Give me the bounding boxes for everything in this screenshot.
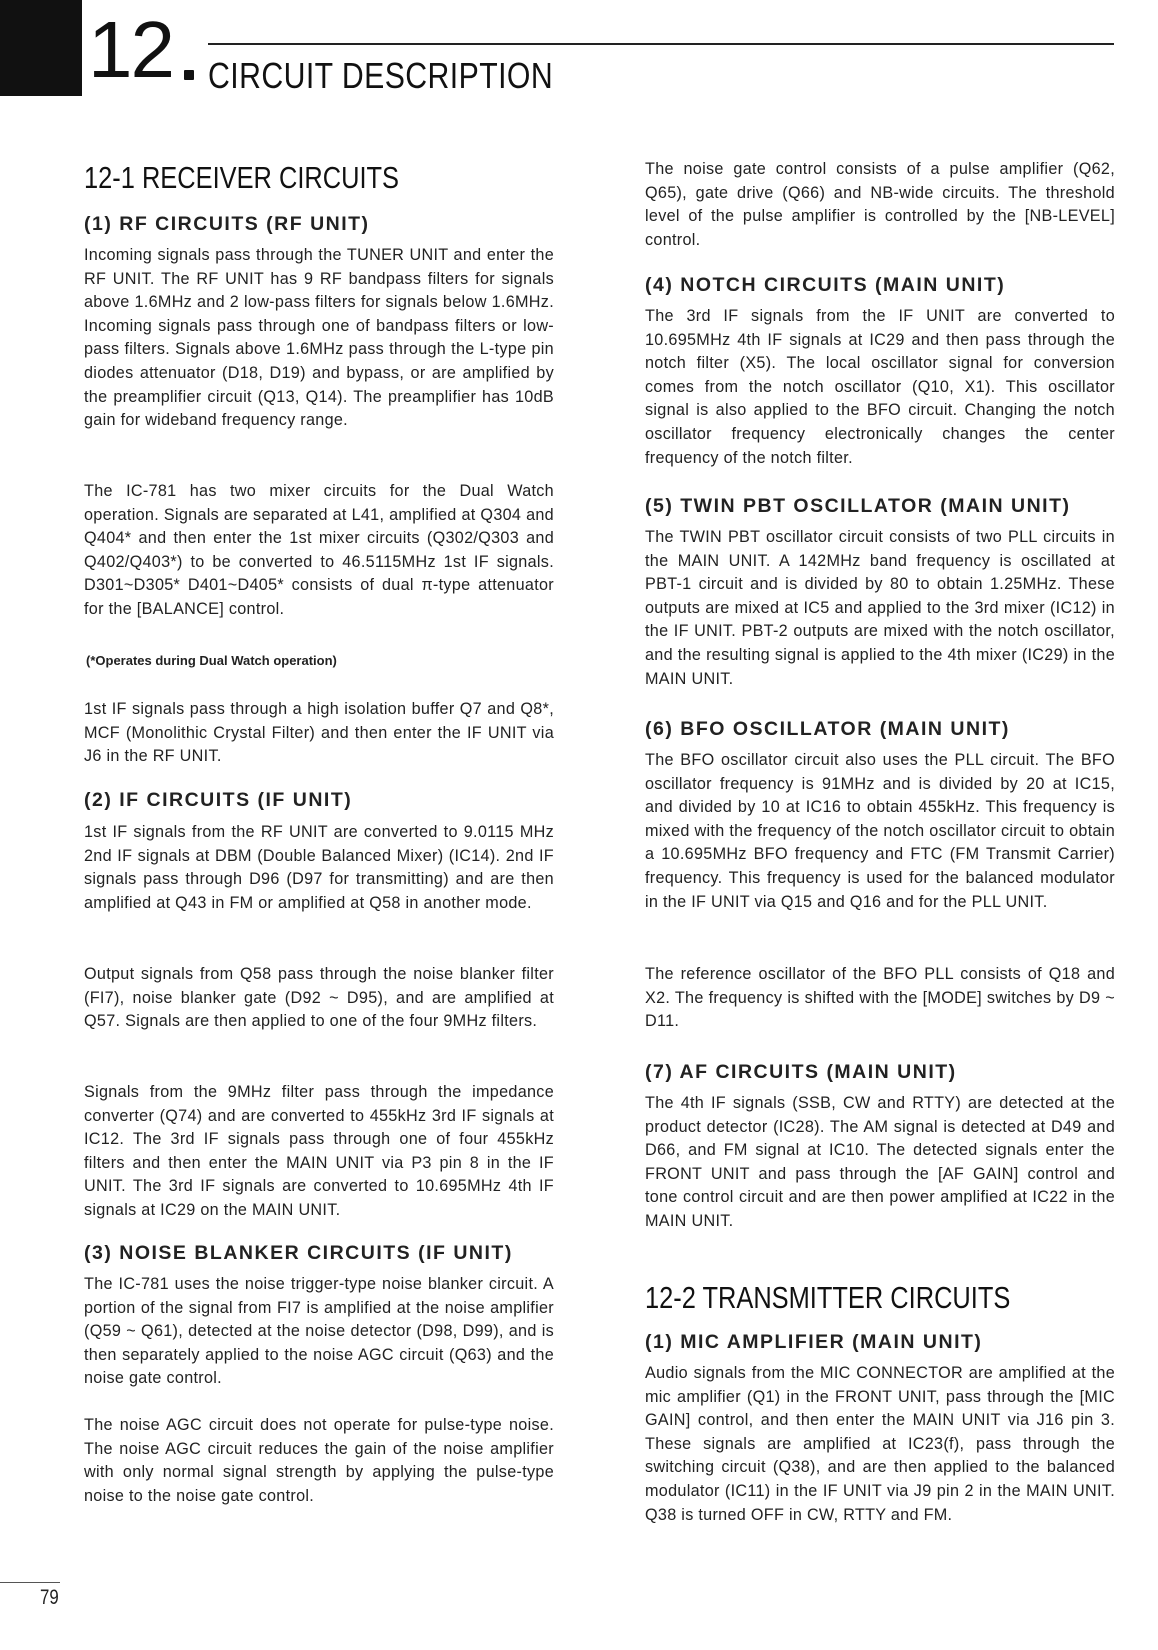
- paragraph-rf-3: 1st IF signals pass through a high isolation buffer Q7 and Q8*, MCF (Monolithic Crystal Filter) and then enter the IF UNIT via J6 in the RF UNIT.: [84, 700, 554, 766]
- paragraph-nb-2: The noise AGC circuit does not operate for pulse-type noise. The noise AGC circuit reduces the gain of the noise amplifier with only normal signal strength by applying the pulse-type noise to the noise gate control.: [84, 1416, 554, 1505]
- chapter-dot: [184, 70, 194, 80]
- paragraph-bfo-2: The reference oscillator of the BFO PLL consists of Q18 and X2. The frequency is shifted with the [MODE] switches by D9 ~ D11.: [645, 965, 1115, 1031]
- chapter-marker-bar: [0, 0, 82, 96]
- heading-twin-pbt: (5) TWIN PBT OSCILLATOR (MAIN UNIT): [645, 495, 1071, 517]
- paragraph-af-1: The 4th IF signals (SSB, CW and RTTY) are detected at the product detector (IC28). The AM signal is detected at D49 and D66, and FM signal at IC10. The detected signals enter the FRONT UNIT and pass through the [AF GAIN] control and tone control circuit and are then power amplified at IC22 in the MAIN UNIT.: [645, 1094, 1115, 1230]
- paragraph-pbt-1: The TWIN PBT oscillator circuit consists of two PLL circuits in the MAIN UNIT. A 142MHz band frequency is oscillated at PBT-1 circuit and is divided by 80 to obtain 1.25MHz. These outputs are mixed at IC5 and applied to the 3rd mixer (IC12) in the IF UNIT. PBT-2 outputs are mixed with the notch oscillator, and the resulting signal is applied to the 4th mixer (IC29) in the MAIN UNIT.: [645, 528, 1115, 688]
- paragraph-bfo-1: The BFO oscillator circuit also uses the PLL circuit. The BFO oscillator frequency is 91MHz and is divided by 20 at IC15, and divided by 10 at IC16 to obtain 455kHz. This frequency is mixed with the frequency of the notch oscillator circuit to obtain a 10.695MHz BFO frequency and FTC (FM Transmit Carrier) frequency. This frequency is used for the balanced modulator in the IF UNIT via Q15 and Q16 and for the PLL UNIT.: [645, 751, 1115, 911]
- heading-notch-circuits: (4) NOTCH CIRCUITS (MAIN UNIT): [645, 274, 1006, 296]
- dual-watch-note: (*Operates during Dual Watch operation): [86, 653, 337, 668]
- chapter-number: 12: [88, 5, 173, 94]
- heading-mic-amplifier: (1) MIC AMPLIFIER (MAIN UNIT): [645, 1331, 983, 1353]
- page-number: 79: [40, 1586, 59, 1609]
- page-number-rule: [0, 1582, 60, 1583]
- heading-bfo-oscillator: (6) BFO OSCILLATOR (MAIN UNIT): [645, 718, 1010, 740]
- section-title-receiver: 12-1 RECEIVER CIRCUITS: [84, 160, 399, 195]
- paragraph-nb-continued: The noise gate control consists of a pulse amplifier (Q62, Q65), gate drive (Q66) and NB-wide circuits. The threshold level of the pulse amplifier is controlled by the [NB-LEVEL] control.: [645, 160, 1115, 249]
- paragraph-rf-2: The IC-781 has two mixer circuits for the Dual Watch operation. Signals are separated at L41, amplified at Q304 and Q404* and then enter the 1st mixer circuits (Q302/Q303 and Q402/Q403*) to be converted to 46.5115MHz 1st IF signals. D301~D305* D401~D405* consists of dual π-type attenuator for the [BALANCE] control.: [84, 482, 554, 618]
- chapter-rule: [208, 43, 1114, 45]
- paragraph-rf-1: Incoming signals pass through the TUNER UNIT and enter the RF UNIT. The RF UNIT has 9 RF bandpass filters for signals above 1.6MHz and 2 low-pass filters for signals below 1.6MHz. Incoming signals pass through one of bandpass filters or low-pass filters. Signals above 1.6MHz pass through the L-type pin diodes attenuator (D18, D19) and bypass, or are amplified by the preamplifier circuit (Q13, Q14). The preamplifier has 10dB gain for wideband frequency range.: [84, 246, 554, 430]
- chapter-title: CIRCUIT DESCRIPTION: [208, 55, 554, 96]
- paragraph-nb-1: The IC-781 uses the noise trigger-type noise blanker circuit. A portion of the signal from FI7 is amplified at the noise amplifier (Q59 ~ Q61), detected at the noise detector (D98, D99), and is then separately applied to the noise AGC circuit (Q63) and the noise gate control.: [84, 1275, 554, 1388]
- paragraph-mic-1: Audio signals from the MIC CONNECTOR are amplified at the mic amplifier (Q1) in the FRONT UNIT, pass through the [MIC GAIN] control, and then enter the MAIN UNIT via J16 pin 3. These signals are amplified at IC23(f), pass through the switching circuit (Q38), and are then applied to the balanced modulator (IC11) in the IF UNIT via J9 pin 2 in the MAIN UNIT. Q38 is turned OFF in CW, RTTY and FM.: [645, 1364, 1115, 1524]
- heading-af-circuits: (7) AF CIRCUITS (MAIN UNIT): [645, 1061, 957, 1083]
- paragraph-if-2: Output signals from Q58 pass through the noise blanker filter (FI7), noise blanker gate (D92 ~ D95), and are amplified at Q57. Signals are then applied to one of the four 9MHz filters.: [84, 965, 554, 1031]
- heading-rf-circuits: (1) RF CIRCUITS (RF UNIT): [84, 213, 370, 235]
- section-title-transmitter: 12-2 TRANSMITTER CIRCUITS: [645, 1280, 1011, 1315]
- heading-if-circuits: (2) IF CIRCUITS (IF UNIT): [84, 789, 353, 811]
- paragraph-if-3: Signals from the 9MHz filter pass through the impedance converter (Q74) and are converted to 455kHz 3rd IF signals at IC12. The 3rd IF signals pass through one of four 455kHz filters and then enter the MAIN UNIT via P3 pin 8 in the IF UNIT. The 3rd IF signals are converted to 10.695MHz 4th IF signals at IC29 on the MAIN UNIT.: [84, 1083, 554, 1219]
- paragraph-if-1: 1st IF signals from the RF UNIT are converted to 9.0115 MHz 2nd IF signals at DBM (Double Balanced Mixer) (IC14). 2nd IF signals pass through D96 (D97 for transmitting) and are then amplified at Q43 in FM or amplified at Q58 in another mode.: [84, 823, 554, 912]
- paragraph-notch-1: The 3rd IF signals from the IF UNIT are converted to 10.695MHz 4th IF signals at IC29 and then pass through the notch filter (X5). The local oscillator signal for conversion comes from the notch oscillator (Q10, X1). This oscillator signal is also applied to the BFO circuit. Changing the notch oscillator frequency electronically changes the center frequency of the notch filter.: [645, 307, 1115, 467]
- heading-noise-blanker: (3) NOISE BLANKER CIRCUITS (IF UNIT): [84, 1242, 513, 1264]
